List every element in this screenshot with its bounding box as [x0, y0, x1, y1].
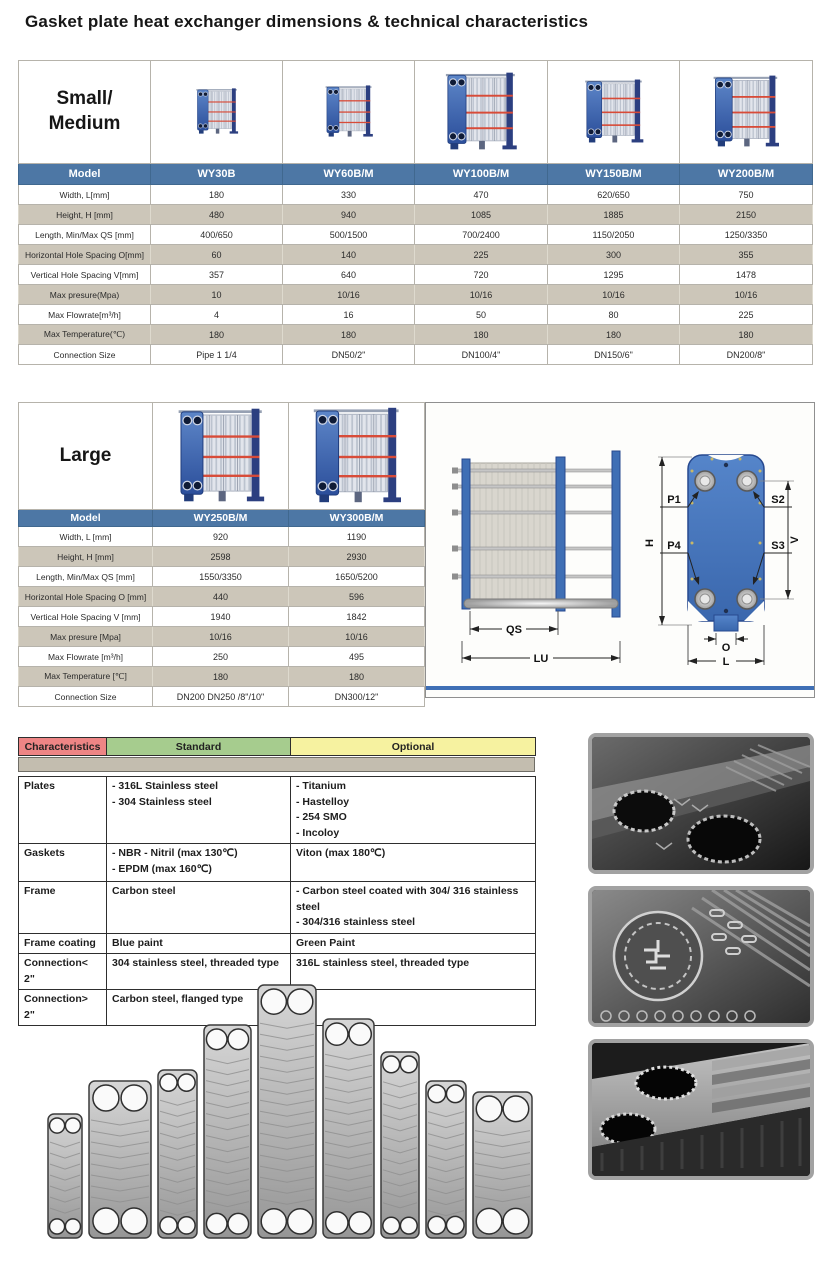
- spec-row-pressure: [19, 627, 425, 647]
- char-name: Plates: [19, 777, 107, 844]
- product-image-row: [19, 403, 425, 510]
- spec-value: 50: [415, 305, 548, 325]
- char-standard: [107, 933, 291, 954]
- spec-value: 1478: [680, 265, 813, 285]
- char-name: Frame coating: [19, 933, 107, 954]
- spec-label: Length, Min/Max QS [mm]: [19, 225, 151, 245]
- char-row-frame-coating: [19, 933, 536, 954]
- spec-value: 440: [153, 587, 289, 607]
- spec-value: 470: [415, 185, 548, 205]
- spec-value: 500/1500: [283, 225, 415, 245]
- spec-value: 60: [151, 245, 283, 265]
- plate-photo-2: [88, 1080, 152, 1239]
- dim-label-h: H: [644, 539, 656, 547]
- spec-value: DN150/6": [548, 345, 680, 365]
- port-label-s3: S3: [771, 540, 785, 552]
- spec-value: 700/2400: [415, 225, 548, 245]
- dim-label-o: O: [721, 642, 731, 654]
- product-image-wy100b: [415, 61, 548, 164]
- spec-value: 180: [548, 325, 680, 345]
- group-label-line1: Large: [59, 444, 112, 466]
- spec-row-temperature: [19, 667, 425, 687]
- spec-value: DN50/2": [283, 345, 415, 365]
- char-standard: [107, 844, 291, 882]
- spec-row-height: [19, 547, 425, 567]
- model-header-cell: Model: [19, 164, 151, 185]
- spec-value: 357: [151, 265, 283, 285]
- char-line: - 304 Stainless steel: [112, 795, 212, 808]
- char-row-plates: [19, 777, 536, 844]
- product-image-wy150b: [548, 61, 680, 164]
- spec-value: 400/650: [151, 225, 283, 245]
- plate-photo-1: [47, 1113, 83, 1239]
- product-image-row: [19, 61, 813, 164]
- model-name: WY150B/M: [548, 164, 680, 185]
- spec-value: 920: [153, 527, 289, 547]
- model-name: WY100B/M: [415, 164, 548, 185]
- spec-value: 16: [283, 305, 415, 325]
- plate-photo-4: [203, 1024, 252, 1239]
- spec-value: DN200 DN250 /8"/10": [153, 687, 289, 707]
- char-line: - Carbon steel coated with 304/ 316 stainless steel: [296, 885, 519, 913]
- port-label-p1: P1: [667, 494, 681, 506]
- spec-label: Horizontal Hole Spacing O[mm]: [19, 245, 151, 265]
- spec-value: 10/16: [415, 285, 548, 305]
- diagram-base-line: [426, 686, 814, 690]
- spec-value: 180: [283, 325, 415, 345]
- char-optional: [291, 844, 536, 882]
- char-standard: [107, 777, 291, 844]
- spec-label: Horizontal Hole Spacing O [mm]: [19, 587, 153, 607]
- spec-value: 10: [151, 285, 283, 305]
- spec-value: 1885: [548, 205, 680, 225]
- dim-label-lu: LU: [533, 653, 549, 665]
- spec-label: Max presure [Mpa]: [19, 627, 153, 647]
- spec-row-flowrate: [19, 305, 813, 325]
- spec-value: 1650/5200: [289, 567, 425, 587]
- dimension-diagram-drawing: [426, 403, 814, 697]
- char-line: - Incoloy: [296, 826, 340, 839]
- spec-value: 10/16: [680, 285, 813, 305]
- spec-value: 640: [283, 265, 415, 285]
- spec-label: Length, Min/Max QS [mm]: [19, 567, 153, 587]
- spec-value: 1085: [415, 205, 548, 225]
- spec-label: Connection Size: [19, 345, 151, 365]
- spec-value: 720: [415, 265, 548, 285]
- char-standard: [107, 882, 291, 934]
- spec-value: 140: [283, 245, 415, 265]
- spec-value: 2930: [289, 547, 425, 567]
- spec-value: 2598: [153, 547, 289, 567]
- spec-value: 1842: [289, 607, 425, 627]
- photo-plate-pattern-closeup: [588, 886, 814, 1027]
- char-optional: [291, 882, 536, 934]
- char-row-frame: [19, 882, 536, 934]
- char-name: Connection< 2": [19, 954, 107, 990]
- product-image-wy200b: [680, 61, 813, 164]
- header-optional: Optional: [291, 738, 536, 756]
- spec-value: Pipe 1 1/4: [151, 345, 283, 365]
- char-line: 316L stainless steel, threaded type: [296, 957, 470, 969]
- photo-column: [588, 733, 818, 1192]
- spec-value: 10/16: [153, 627, 289, 647]
- spec-label: Max Flowrate[m³/h]: [19, 305, 151, 325]
- spec-value: 80: [548, 305, 680, 325]
- spec-row-width: [19, 527, 425, 547]
- char-name: Connection> 2": [19, 990, 107, 1026]
- spec-label: Max Temperature [℃]: [19, 667, 153, 687]
- plate-photo-5: [257, 984, 317, 1239]
- char-optional: [291, 777, 536, 844]
- spec-label: Height, H [mm]: [19, 547, 153, 567]
- spec-value: 180: [415, 325, 548, 345]
- spec-row-connection: [19, 687, 425, 707]
- char-line: - Hastelloy: [296, 795, 350, 808]
- spec-value: 300: [548, 245, 680, 265]
- spec-label: Vertical Hole Spacing V [mm]: [19, 607, 153, 627]
- spec-value: 750: [680, 185, 813, 205]
- char-line: Green Paint: [296, 936, 355, 949]
- char-name: Frame: [19, 882, 107, 934]
- spec-value: 250: [153, 647, 289, 667]
- spec-value: 596: [289, 587, 425, 607]
- spec-value: 180: [151, 185, 283, 205]
- group-label-line1: Small/: [56, 88, 113, 110]
- char-line: - NBR - Nitril (max 130℃): [112, 847, 238, 859]
- spec-label: Height, H [mm]: [19, 205, 151, 225]
- page-title: Gasket plate heat exchanger dimensions & technical characteristics: [25, 12, 589, 31]
- spec-label: Vertical Hole Spacing V[mm]: [19, 265, 151, 285]
- spec-value: 10/16: [283, 285, 415, 305]
- char-line: Viton (max 180℃): [296, 847, 386, 859]
- spec-label: Width, L [mm]: [19, 527, 153, 547]
- char-line: - EPDM (max 160℃): [112, 862, 212, 875]
- spec-value: DN300/12": [289, 687, 425, 707]
- spec-value: 1940: [153, 607, 289, 627]
- spec-value: 180: [151, 325, 283, 345]
- group-label-line2: Medium: [48, 113, 121, 134]
- photo-plate-stack-corner: [588, 1039, 814, 1180]
- model-name: WY300B/M: [289, 510, 425, 527]
- spec-row-flowrate: [19, 647, 425, 667]
- spec-label: Max presure(Mpa): [19, 285, 151, 305]
- spec-value: 620/650: [548, 185, 680, 205]
- char-name: Gaskets: [19, 844, 107, 882]
- spec-row-horizontal-spacing: [19, 245, 813, 265]
- spec-row-horizontal-spacing: [19, 587, 425, 607]
- plate-fan-image: [30, 983, 550, 1239]
- spec-value: 180: [153, 667, 289, 687]
- plate-photo-6: [322, 1018, 375, 1239]
- spec-value: 495: [289, 647, 425, 667]
- port-label-s2: S2: [771, 494, 785, 506]
- product-image-wy300b: [289, 403, 425, 510]
- port-label-p4: P4: [667, 540, 681, 552]
- product-image-wy30b: [151, 61, 283, 164]
- spec-value: 1550/3350: [153, 567, 289, 587]
- char-line: - Titanium: [296, 780, 346, 792]
- spec-value: 10/16: [289, 627, 425, 647]
- spec-value: DN100/4": [415, 345, 548, 365]
- spec-value: 1295: [548, 265, 680, 285]
- spec-value: 2150: [680, 205, 813, 225]
- spec-row-vertical-spacing: [19, 607, 425, 627]
- spec-value: 480: [151, 205, 283, 225]
- plate-photo-9: [472, 1091, 533, 1239]
- char-line: - 304/316 stainless steel: [296, 916, 416, 928]
- spec-value: 180: [289, 667, 425, 687]
- model-name: WY60B/M: [283, 164, 415, 185]
- spec-value: 225: [680, 305, 813, 325]
- spacer-row: [18, 757, 535, 772]
- spec-label: Max Flowrate [m³/h]: [19, 647, 153, 667]
- char-optional: [291, 933, 536, 954]
- dim-label-l: L: [722, 656, 730, 668]
- char-line: - 316L Stainless steel: [112, 780, 219, 792]
- spec-label: Width, L[mm]: [19, 185, 151, 205]
- product-image-wy60b: [283, 61, 415, 164]
- spec-row-vertical-spacing: [19, 265, 813, 285]
- small-medium-table: [18, 60, 813, 365]
- group-label-large: [19, 403, 153, 510]
- char-line: Carbon steel: [112, 885, 176, 897]
- plate-photo-8: [425, 1080, 467, 1239]
- spec-label: Connection Size: [19, 687, 153, 707]
- dim-label-v: V: [789, 536, 801, 544]
- model-name: WY30B: [151, 164, 283, 185]
- spec-row-length: [19, 567, 425, 587]
- spec-row-pressure: [19, 285, 813, 305]
- spec-value: 225: [415, 245, 548, 265]
- char-line: Blue paint: [112, 936, 163, 949]
- spec-value: 940: [283, 205, 415, 225]
- plate-photo-3: [157, 1069, 198, 1239]
- spec-value: 355: [680, 245, 813, 265]
- spec-value: 10/16: [548, 285, 680, 305]
- char-row-gaskets: [19, 844, 536, 882]
- spec-value: 1190: [289, 527, 425, 547]
- char-line: - 254 SMO: [296, 811, 347, 823]
- plate-photo-7: [380, 1051, 420, 1239]
- dimension-diagram: [425, 402, 815, 698]
- header-characteristics: Characteristics: [19, 738, 107, 756]
- spec-value: DN200/8": [680, 345, 813, 365]
- char-line: 304 stainless steel, threaded type: [112, 957, 279, 969]
- spec-value: 4: [151, 305, 283, 325]
- spec-row-width: [19, 185, 813, 205]
- spec-row-temperature: [19, 325, 813, 345]
- model-name: WY250B/M: [153, 510, 289, 527]
- group-label-small-medium: [19, 61, 151, 164]
- header-standard: Standard: [107, 738, 291, 756]
- spec-value: 330: [283, 185, 415, 205]
- spec-row-connection: [19, 345, 813, 365]
- spec-value: 180: [680, 325, 813, 345]
- model-name: WY200B/M: [680, 164, 813, 185]
- large-table: [18, 402, 425, 707]
- model-header-row: [19, 164, 813, 185]
- photo-plate-gasket-closeup: [588, 733, 814, 874]
- spec-row-length: [19, 225, 813, 245]
- dim-label-qs: QS: [506, 624, 522, 636]
- spec-value: 1250/3350: [680, 225, 813, 245]
- characteristics-header: [18, 737, 536, 756]
- model-header-row: [19, 510, 425, 527]
- spec-row-height: [19, 205, 813, 225]
- product-image-wy250b: [153, 403, 289, 510]
- spec-label: Max Temperature(℃): [19, 325, 151, 345]
- model-header-cell: Model: [19, 510, 153, 527]
- spec-value: 1150/2050: [548, 225, 680, 245]
- char-line: Carbon steel, flanged type: [112, 993, 244, 1005]
